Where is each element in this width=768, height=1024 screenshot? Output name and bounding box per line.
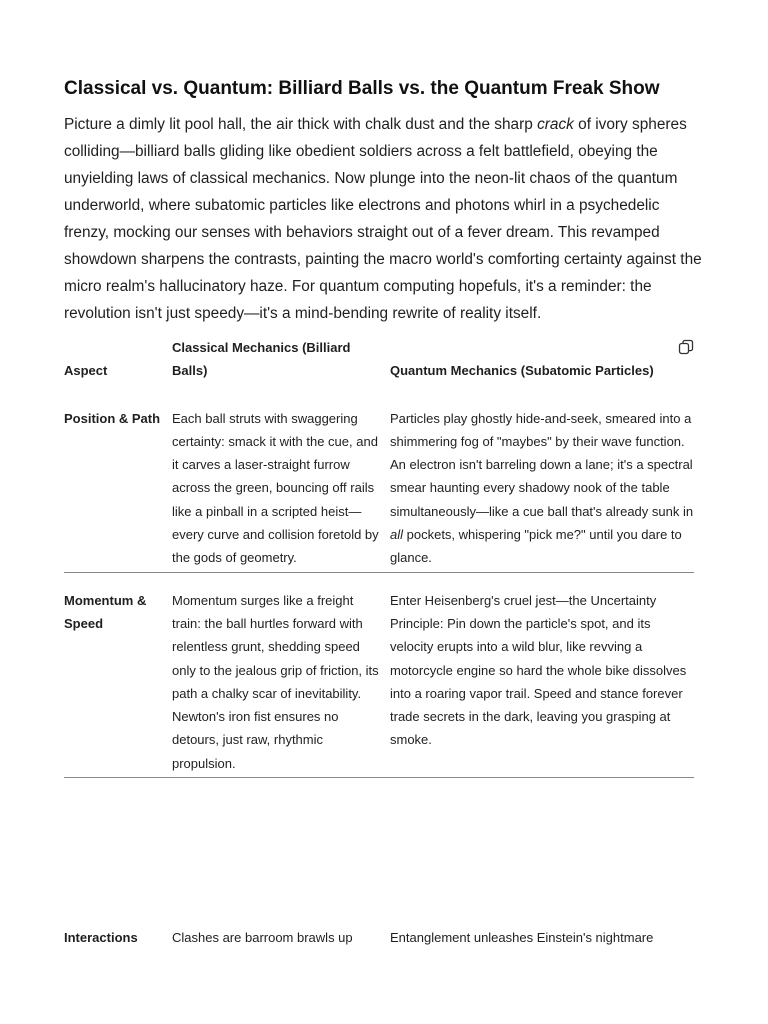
intro-emphasis: crack <box>537 116 574 133</box>
cell-quantum: Particles play ghostly hide-and-seek, smeared into a shimmering fog of "maybes" by their wave function. An electron isn't barreling down a lane; it's a spectral smear haunting every shadowy nook of the table simultaneously—like a cue ball that's already sunk in all pockets, whispering "pick me?" until you dare to glance. <box>390 393 694 573</box>
intro-text-2: of ivory spheres colliding—billiard balls gliding like obedient soldiers across a felt battlefield, obeying the unyielding laws of classical mechanics. Now plunge into the neon-lit chaos of the quantum underworld, where subatomic particles like electrons and photons whirl in a psychedelic frenzy, mocking our senses with behaviors straight out of a fever dream. This revamped showdown sharpens the contrasts, painting the macro world's comforting certainty against the micro realm's hallucinatory haze. For quantum computing hopefuls, it's a reminder: the revolution isn't just speedy—it's a mind-bending rewrite of reality itself. <box>64 116 702 322</box>
cell-aspect: Position & Path <box>64 393 172 573</box>
cell-classical: Momentum surges like a freight train: the ball hurtles forward with relentless grunt, shedding speed only to the jealous grip of friction, its path a chalky scar of inevitability. Newton's iron fist ensures no detours, just raw, rhythmic propulsion. <box>172 572 390 777</box>
intro-paragraph <box>64 111 704 327</box>
cell-classical: Each ball struts with swaggering certainty: smack it with the cue, and it carves a laser-straight furrow across the green, bouncing off rails like a pinball in a scripted heist—every curve and collision foretold by the gods of geometry. <box>172 393 390 573</box>
header-aspect: Aspect <box>64 363 108 379</box>
cell-quantum: Entanglement unleashes Einstein's nightmare <box>390 930 654 946</box>
article-title: Classical vs. Quantum: Billiard Balls vs. the Quantum Freak Show <box>64 78 660 99</box>
cell-emphasis: all <box>390 527 404 543</box>
table-header-row <box>64 336 694 393</box>
header-quantum: Quantum Mechanics (Subatomic Particles) <box>390 363 654 379</box>
cell-classical: Clashes are barroom brawls up <box>172 930 353 946</box>
comparison-table <box>64 336 694 949</box>
cell-quantum: Enter Heisenberg's cruel jest—the Uncertainty Principle: Pin down the particle's spot, and its velocity erupts into a wild blur, like revving a motorcycle engine so hard the whole bike dissolves into a roaring vapor trail. Speed and stance forever trade secrets in the dark, leaving you grasping at smoke. <box>390 572 694 777</box>
cell-aspect: Momentum & Speed <box>64 572 172 777</box>
table-row <box>64 572 694 777</box>
intro-text-1: Picture a dimly lit pool hall, the air thick with chalk dust and the sharp <box>64 116 538 133</box>
table-row <box>64 393 694 573</box>
cell-aspect: Interactions <box>64 930 138 946</box>
header-classical: Classical Mechanics (Billiard Balls) <box>172 340 351 379</box>
table-row <box>64 778 694 950</box>
